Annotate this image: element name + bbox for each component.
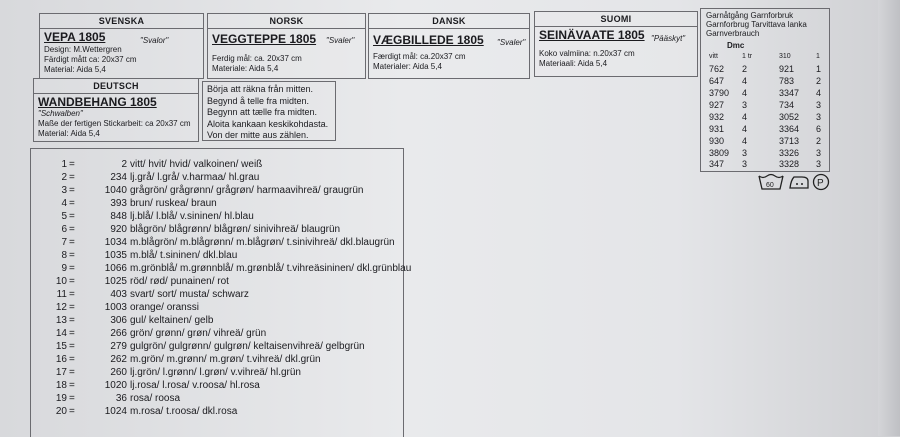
row-desc: m.blågrön/ m.blågrønn/ m.blågrøn/ t.sinivihreä/ dkl.blaugrün	[130, 237, 395, 248]
row-number: 14	[55, 328, 67, 339]
yarn-row: 347 3 3328 3	[709, 159, 822, 169]
panel-motif: "Pääskyt"	[651, 34, 686, 43]
dry-clean-p-icon	[812, 173, 830, 191]
panel-line: Materialer: Aida 5,4	[373, 62, 442, 71]
row-code: 234	[110, 172, 127, 183]
row-desc: grön/ grønn/ grøn/ vihreä/ grün	[130, 328, 267, 339]
panel-lang: DEUTSCH	[34, 79, 198, 94]
row-number: 13	[55, 315, 67, 326]
instruction-line: Von der mitte aus zählen.	[207, 130, 309, 140]
row-code: 403	[110, 289, 127, 300]
row-number: 3	[61, 185, 67, 196]
row-number: 20	[55, 406, 67, 417]
row-desc: gulgrön/ gulgrønn/ gulgrøn/ keltaisenvihreä/ gelbgrün	[130, 341, 365, 352]
panel-line: Ferdig mål: ca. 20x37 cm	[212, 54, 302, 63]
svg-text:60: 60	[766, 182, 774, 189]
panel-line: Material: Aida 5,4	[38, 129, 100, 138]
row-code: 1025	[104, 276, 127, 287]
row-code: 266	[110, 328, 127, 339]
row-number: 16	[55, 354, 67, 365]
row-desc: lj.blå/ l.blå/ v.sininen/ hl.blau	[130, 211, 254, 222]
row-desc: grågrön/ grågrønn/ grågrøn/ harmaavihreä/ graugrün	[130, 185, 364, 196]
row-number: 15	[55, 341, 67, 352]
panel-dansk	[368, 13, 530, 79]
row-code: 1066	[104, 263, 127, 274]
panel-line: Materiale: Aida 5,4	[212, 64, 279, 73]
row-code: 1020	[104, 380, 127, 391]
panel-title: VEPA 1805	[44, 30, 106, 44]
row-number: 9	[61, 263, 67, 274]
panel-motif: "Schwalben"	[38, 109, 83, 118]
row-number: 10	[55, 276, 67, 287]
row-desc: lj.rosa/ l.rosa/ v.roosa/ hl.rosa	[130, 380, 260, 391]
panel-line: Færdigt mål: ca.20x37 cm	[373, 52, 466, 61]
yarn-row: 927 3 734 3	[709, 100, 822, 110]
row-number: 5	[61, 211, 67, 222]
row-desc: röd/ rød/ punainen/ rot	[130, 276, 229, 287]
row-desc: lj.grå/ l.grå/ v.harmaa/ hl.grau	[130, 172, 260, 183]
panel-lang: SUOMI	[535, 12, 697, 27]
row-number: 17	[55, 367, 67, 378]
row-number: 18	[55, 380, 67, 391]
row-code: 260	[110, 367, 127, 378]
row-code: 1034	[104, 237, 127, 248]
row-desc: lj.grön/ l.grønn/ l.grøn/ v.vihreä/ hl.grün	[130, 367, 301, 378]
yarn-row: 932 4 3052 3	[709, 112, 822, 122]
panel-suomi	[534, 11, 698, 77]
panel-line: Maße der fertigen Stickarbeit: ca 20x37 cm	[38, 119, 191, 128]
panel-motif: "Svaler"	[326, 36, 355, 45]
row-code: 2	[121, 159, 127, 170]
yarn-row: 3809 3 3326 3	[709, 148, 822, 158]
row-desc: vitt/ hvit/ hvid/ valkoinen/ weiß	[130, 159, 263, 170]
panel-lang: NORSK	[208, 14, 365, 29]
panel-line: Materiaali: Aida 5,4	[539, 59, 608, 68]
panel-title: SEINÄVAATE 1805	[539, 28, 645, 42]
row-desc: orange/ oranssi	[130, 302, 199, 313]
row-number: 1	[61, 159, 67, 170]
yarn-usage-table	[700, 8, 830, 172]
row-desc: m.blå/ t.sininen/ dkl.blau	[130, 250, 238, 261]
yarn-row: 930 4 3713 2	[709, 136, 822, 146]
instruction-line: Begynd å telle fra midten.	[207, 95, 310, 106]
row-desc: brun/ ruskea/ braun	[130, 198, 217, 209]
row-desc: m.rosa/ t.roosa/ dkl.rosa	[130, 406, 238, 417]
row-number: 4	[61, 198, 67, 209]
yarn-row: 931 4 3364 6	[709, 124, 822, 134]
row-code: 920	[110, 224, 127, 235]
row-code: 1024	[104, 406, 127, 417]
panel-line: Färdigt mått ca: 20x37 cm	[44, 55, 137, 64]
yarn-row: 647 4 783 2	[709, 76, 822, 86]
panel-deutsch	[33, 78, 199, 142]
yarn-row: 3790 4 3347 4	[709, 88, 822, 98]
row-number: 2	[61, 172, 67, 183]
row-code: 393	[110, 198, 127, 209]
wash-60-icon	[757, 173, 785, 191]
row-desc: m.grön/ m.grønn/ m.grøn/ t.vihreä/ dkl.grün	[130, 354, 321, 365]
row-code: 848	[110, 211, 127, 222]
row-desc: blågrön/ blågrønn/ blågrøn/ sinivihreä/ blaugrün	[130, 224, 341, 235]
row-code: 36	[115, 393, 127, 404]
panel-title: VEGGTEPPE 1805	[212, 32, 317, 46]
row-code: 306	[110, 315, 127, 326]
instruction-line: Begynn att tælle fra midten.	[207, 107, 318, 117]
panel-line: Koko valmiina: n.20x37 cm	[539, 49, 635, 58]
paper-edge	[878, 0, 900, 436]
yarn-header: Garnåtgång Garnforbruk	[706, 11, 794, 20]
yarn-row: 762 2 921 1	[709, 64, 822, 74]
row-desc: svart/ sort/ musta/ schwarz	[130, 289, 249, 300]
yarn-header: Garnforbrug Tarvittava lanka	[706, 20, 807, 29]
yarn-header: Garnverbrauch	[706, 29, 760, 38]
panel-lang: SVENSKA	[40, 14, 203, 29]
row-desc: m.grönblå/ m.grønnblå/ m.grønblå/ t.vihreäsininen/ dkl.grünblau	[130, 263, 412, 274]
row-code: 1040	[104, 185, 127, 196]
row-number: 7	[61, 237, 67, 248]
panel-line: Design: M.Wettergren	[44, 45, 122, 54]
panel-motif: "Svalor"	[140, 36, 169, 45]
panel-motif: "Svaler"	[497, 38, 526, 47]
yarn-row: vitt 1 tr 310 1	[709, 53, 820, 60]
instruction-line: Börja att räkna från mitten.	[207, 84, 314, 94]
panel-title: VÆGBILLEDE 1805	[373, 33, 484, 47]
panel-title: WANDBEHANG 1805	[38, 95, 157, 109]
panel-svenska	[39, 13, 204, 79]
row-number: 12	[55, 302, 67, 313]
row-code: 1035	[104, 250, 127, 261]
row-number: 6	[61, 224, 67, 235]
row-desc: gul/ keltainen/ gelb	[130, 315, 214, 326]
row-number: 11	[56, 289, 67, 300]
row-number: 19	[55, 393, 67, 404]
dmc-label: Dmc	[727, 41, 745, 50]
panel-line: Material: Aida 5,4	[44, 65, 106, 74]
row-desc: rosa/ roosa	[130, 393, 181, 404]
row-number: 8	[61, 250, 67, 261]
color-key-table: 1 = 2 vitt/ hvit/ hvid/ valkoinen/ weiß 2 = 234 lj.grå/ l.grå/ v.harmaa/ hl.grau 3 = 1040 grågrön/ grågrønn/ grågrøn/ harmaavihreä/ graugrün 4 = 393 brun/ ruskea/ braun 5 = 848 lj.blå/ l.blå/ v.sininen/ hl.blau 6 = 920 blågrön/ blågrønn/ blågrøn/ sinivihreä/ blaugrün 7 = 1034 m.blågrön/ m.blågrønn/ m.blågrøn/ t.sinivihreä/ dkl.blaugrün 8 = 1035 m.blå/ t.sininen/ dkl.blau 9 = 1066 m.grönblå/ m.grønnblå/ m.grønblå/ t.vihreäsininen/ dkl.grünblau 10 = 1025 röd/ rød/ punainen/ rot 11 = 403 svart/ sort/ musta/ schwarz 12 = 1003 orange/ oranssi 13 = 306 gul/ keltainen/ gelb 14 = 266 grön/ grønn/ grøn/ vihreä/ grün 15 = 279 gulgrön/ gulgrønn/ gulgrøn/ keltaisenvihreä/ gelbgrün 16 = 262 m.grön/ m.grønn/ m.grøn/ t.vihreä/ dkl.grün 17 = 260 lj.grön/ l.grønn/ l.grøn/ v.vihreä/ hl.grün 18 = 1020 lj.rosa/ l.rosa/ v.roosa/ hl.rosa 19 = 36 rosa/ roosa 20 = 1024 m.rosa/ t.roosa/ dkl.rosa	[30, 148, 404, 437]
panel-lang: DANSK	[369, 14, 529, 29]
instruction-line: Aloita kankaan keskikohdasta.	[207, 118, 329, 129]
start-instructions	[202, 81, 336, 141]
svg-text:P: P	[817, 178, 824, 189]
iron-icon	[788, 173, 810, 191]
panel-norsk	[207, 13, 366, 79]
row-code: 279	[110, 341, 127, 352]
row-code: 262	[110, 354, 127, 365]
row-code: 1003	[104, 302, 127, 313]
